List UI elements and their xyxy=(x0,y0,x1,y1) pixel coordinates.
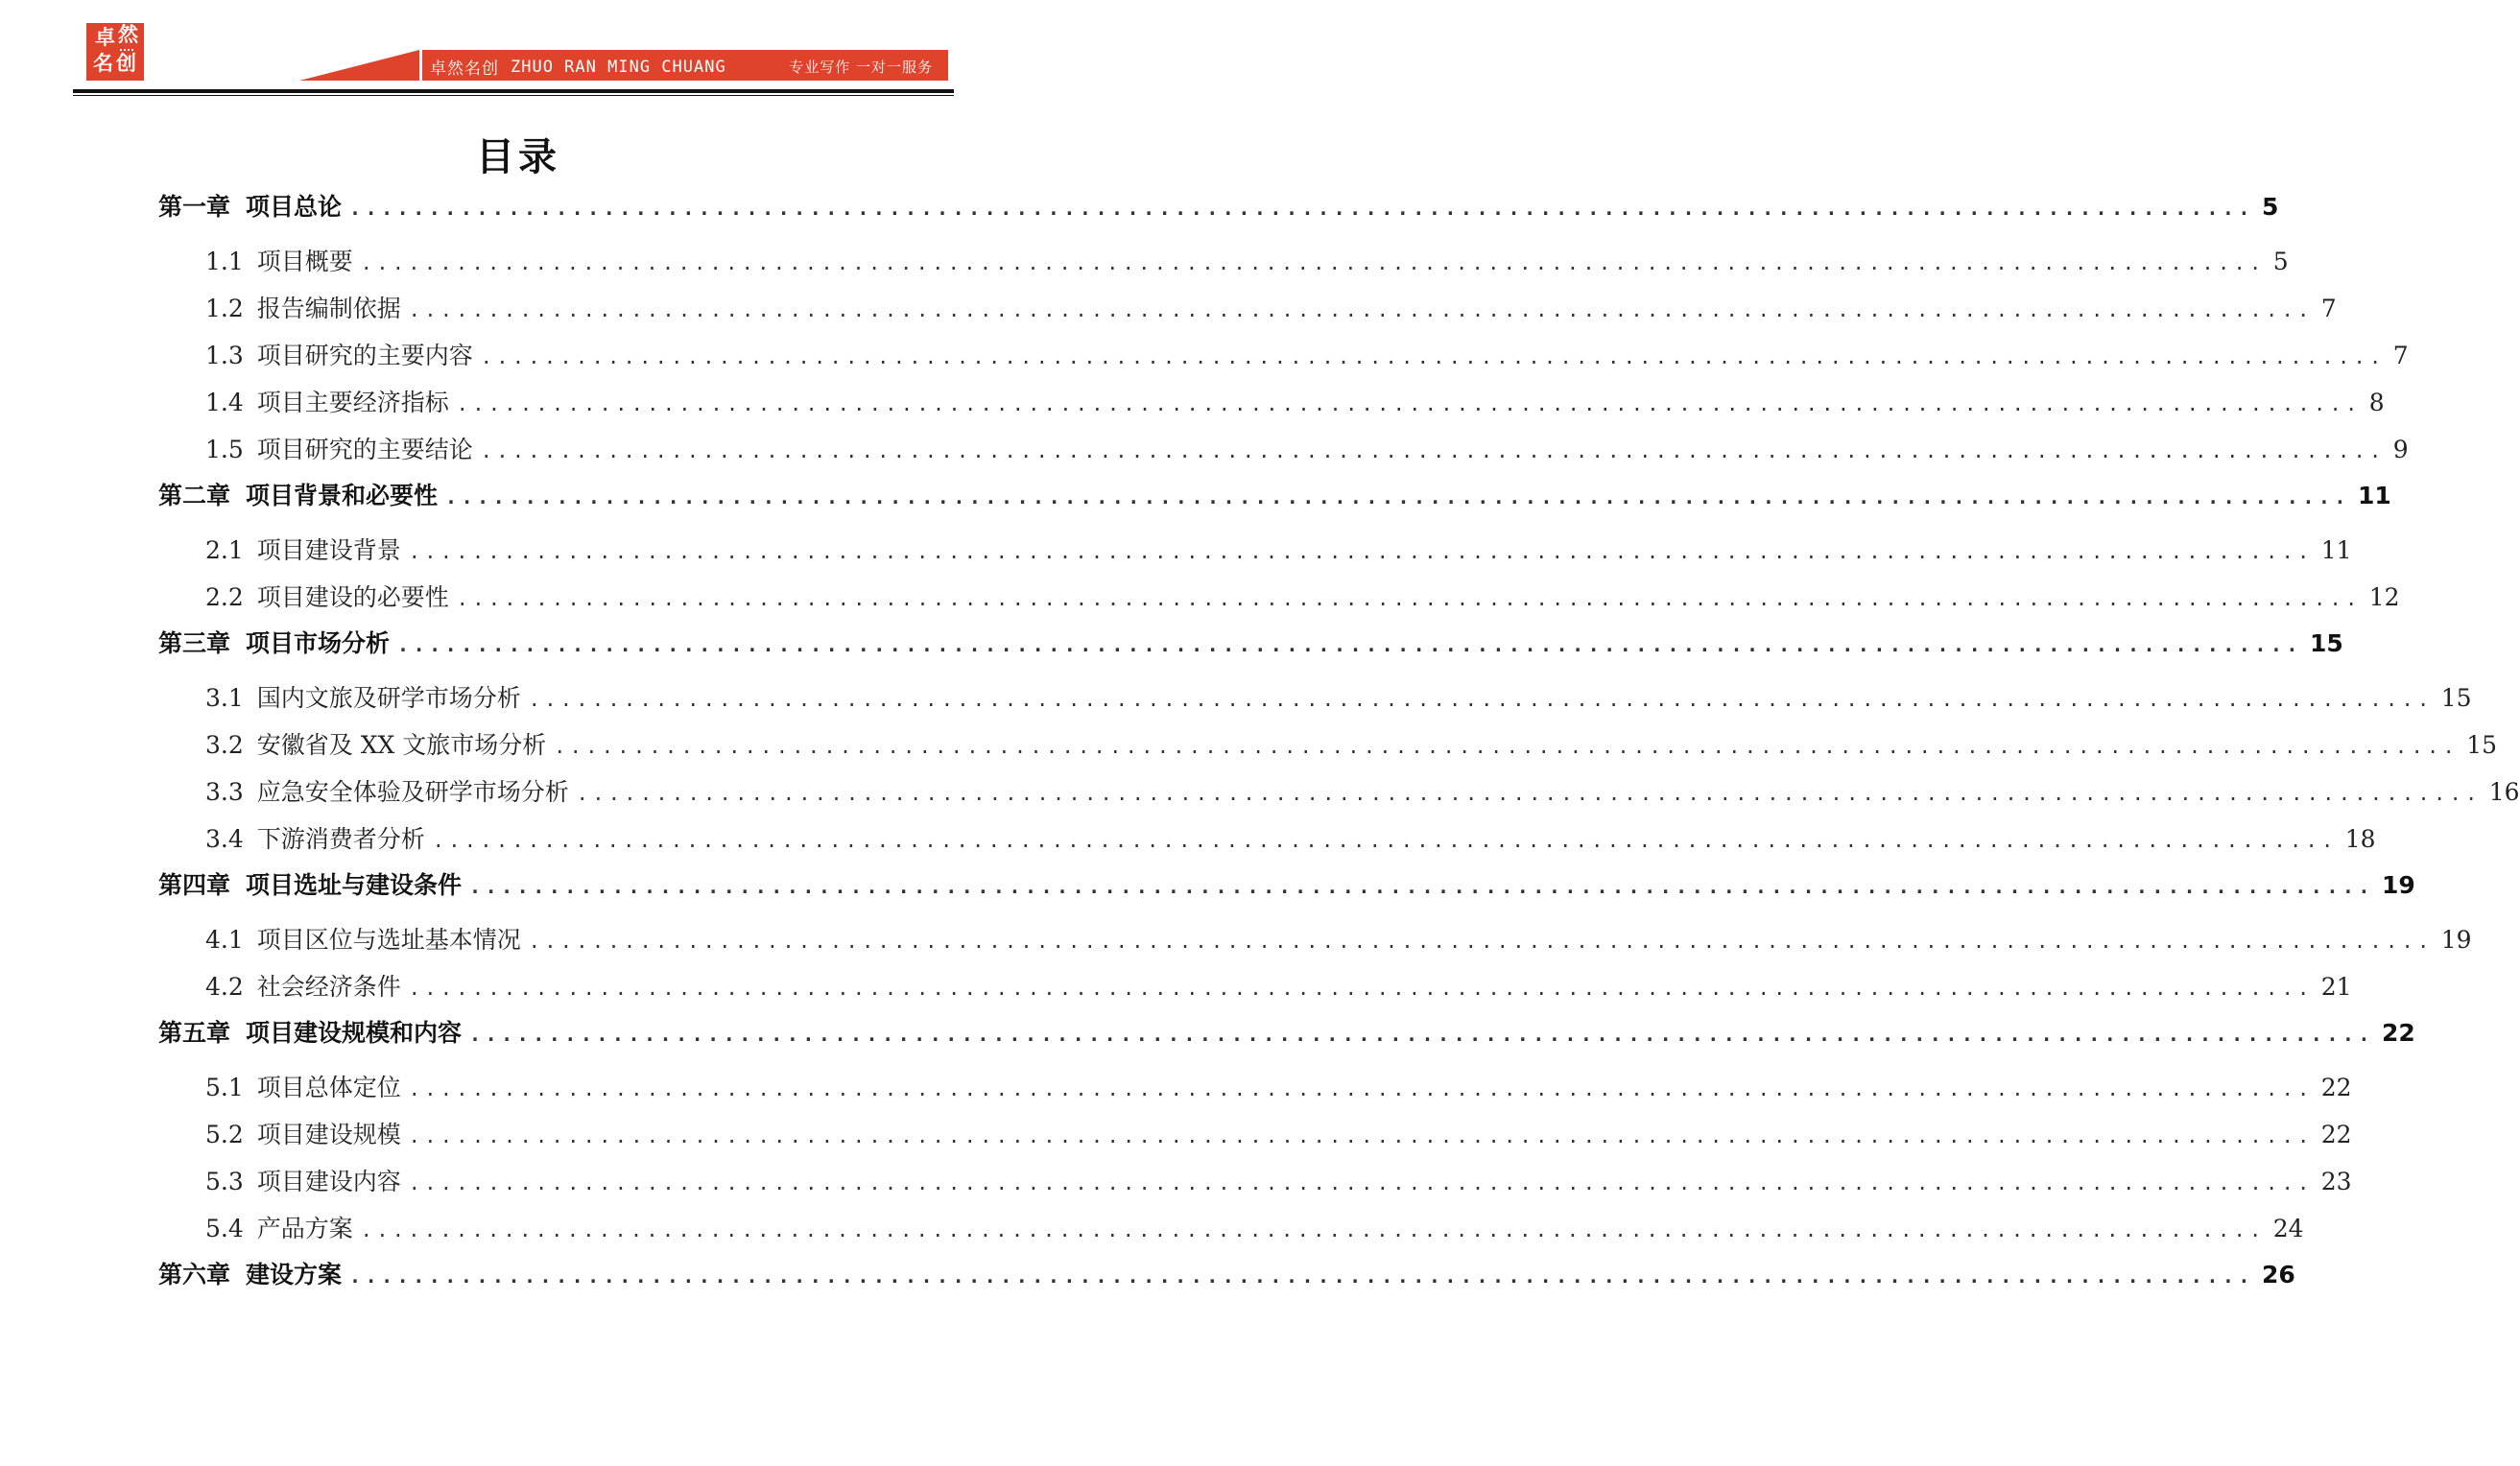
toc-entry-title: 项目选址与建设条件 xyxy=(246,871,463,899)
toc-entry-number: 第四章 xyxy=(158,871,231,899)
toc-dot-leader: ........................................................................................................................ xyxy=(408,1171,2314,1194)
toc-entry-title: 项目建设规模 xyxy=(256,1121,401,1148)
toc-chapter-entry[interactable] xyxy=(158,477,2391,515)
toc-page-number: 18 xyxy=(2344,825,2376,853)
logo-char-2: 然 xyxy=(118,23,138,46)
toc-dot-leader: ........................................................................................................................ xyxy=(456,392,2362,415)
toc-entry-number: 第二章 xyxy=(158,482,231,509)
toc-entry-title: 项目总体定位 xyxy=(256,1074,401,1101)
toc-entry-number: 1.3 xyxy=(205,342,244,369)
toc-page-number: 15 xyxy=(2440,684,2472,712)
toc-entry-number: 5.4 xyxy=(205,1215,244,1242)
toc-page-number: 15 xyxy=(2466,731,2497,759)
toc-entry-number: 2.1 xyxy=(205,536,244,564)
toc-page-number: 11 xyxy=(2320,536,2352,564)
brand-name-en: ZHUO RAN MING CHUANG xyxy=(511,57,726,77)
toc-entry-title: 项目背景和必要性 xyxy=(246,482,439,509)
logo-char-3: 名 xyxy=(93,52,113,75)
toc-dot-leader: ........................................................................................................................ xyxy=(528,930,2434,953)
toc-section-entry[interactable] xyxy=(205,532,2352,570)
toc-entry-number: 1.1 xyxy=(205,248,244,275)
toc-dot-leader: ........................................................................................................................ xyxy=(408,977,2314,1000)
toc-section-entry[interactable] xyxy=(205,384,2385,422)
toc-dot-leader: ........................................................................................................................ xyxy=(554,735,2460,758)
toc-dot-leader: ........................................................................................................................ xyxy=(397,633,2302,656)
toc-page-number: 5 xyxy=(2272,248,2289,275)
toc-entry-number: 4.2 xyxy=(205,973,244,1001)
toc-page-number: 22 xyxy=(2381,1019,2415,1047)
toc-entry-number: 1.2 xyxy=(205,295,244,322)
toc-dot-leader: ........................................................................................................................ xyxy=(349,197,2254,220)
toc-entry-number: 3.3 xyxy=(205,778,244,806)
toc-page-number: 11 xyxy=(2357,482,2391,509)
toc-entry-number: 第一章 xyxy=(158,193,231,221)
toc-chapter-entry[interactable] xyxy=(158,188,2279,226)
toc-page-number: 24 xyxy=(2272,1215,2304,1242)
toc-entry-title: 项目建设背景 xyxy=(256,536,401,564)
toc-page-number: 22 xyxy=(2320,1121,2352,1148)
toc-page-number: 19 xyxy=(2381,871,2415,899)
toc-section-entry[interactable] xyxy=(205,337,2409,375)
toc-entry-number: 第六章 xyxy=(158,1261,231,1289)
toc-entry-title: 报告编制依据 xyxy=(256,295,401,322)
toc-section-entry[interactable] xyxy=(205,820,2376,859)
toc-page-number: 15 xyxy=(2309,629,2343,657)
toc-dot-leader: ........................................................................................................................ xyxy=(480,345,2386,368)
toc-dot-leader: ........................................................................................................................ xyxy=(445,485,2350,508)
toc-entry-title: 项目研究的主要结论 xyxy=(256,436,473,463)
toc-dot-leader: ........................................................................................................................ xyxy=(408,1077,2314,1100)
toc-dot-leader: ........................................................................................................................ xyxy=(456,587,2362,610)
toc-entry-number: 3.4 xyxy=(205,825,244,853)
toc-entry-title: 项目主要经济指标 xyxy=(256,389,449,416)
toc-section-entry[interactable] xyxy=(205,921,2472,959)
toc-chapter-entry[interactable] xyxy=(158,866,2415,905)
toc-page-number: 21 xyxy=(2320,973,2352,1001)
toc-page-number: 8 xyxy=(2368,389,2385,416)
toc-section-entry[interactable] xyxy=(205,773,2520,812)
toc-section-entry[interactable] xyxy=(205,290,2337,328)
toc-entry-number: 4.1 xyxy=(205,926,244,954)
toc-entry-number: 1.4 xyxy=(205,389,244,416)
logo-char-4: 创 xyxy=(116,52,136,75)
toc-entry-title: 项目研究的主要内容 xyxy=(256,342,473,369)
toc-dot-leader: ........................................................................................................................ xyxy=(360,251,2266,274)
toc-section-entry[interactable] xyxy=(205,726,2497,765)
toc-page-number: 19 xyxy=(2440,926,2472,954)
toc-dot-leader: ........................................................................................................................ xyxy=(576,782,2482,805)
toc-page-number: 5 xyxy=(2261,193,2279,221)
toc-page-number: 26 xyxy=(2261,1261,2295,1289)
toc-entry-title: 应急安全体验及研学市场分析 xyxy=(256,778,569,806)
logo-char-1: 卓 xyxy=(95,26,115,49)
toc-dot-leader: ........................................................................................................................ xyxy=(480,439,2386,462)
toc-page-number: 16 xyxy=(2488,778,2520,806)
toc-entry-title: 项目建设内容 xyxy=(256,1168,401,1195)
toc-chapter-entry[interactable] xyxy=(158,625,2343,663)
toc-entry-title: 下游消费者分析 xyxy=(256,825,425,853)
toc-entry-title: 项目市场分析 xyxy=(246,629,391,657)
toc-dot-leader: ........................................................................................................................ xyxy=(432,829,2338,852)
toc-dot-leader: ........................................................................................................................ xyxy=(469,1023,2374,1046)
toc-chapter-entry[interactable] xyxy=(158,1256,2295,1294)
toc-entry-title: 国内文旅及研学市场分析 xyxy=(256,684,521,712)
toc-section-entry[interactable] xyxy=(205,1116,2352,1154)
toc-page-number: 7 xyxy=(2320,295,2337,322)
toc-chapter-entry[interactable] xyxy=(158,1014,2415,1052)
toc-entry-title: 社会经济条件 xyxy=(256,973,401,1001)
toc-dot-leader: ........................................................................................................................ xyxy=(349,1265,2254,1288)
toc-section-entry[interactable] xyxy=(205,968,2352,1006)
toc-page-number: 9 xyxy=(2392,436,2409,463)
toc-dot-leader: ........................................................................................................................ xyxy=(408,1124,2314,1147)
toc-entry-title: 项目区位与选址基本情况 xyxy=(256,926,521,954)
toc-entry-title: 项目概要 xyxy=(256,248,353,275)
toc-entry-number: 第五章 xyxy=(158,1019,231,1047)
toc-dot-leader: ........................................................................................................................ xyxy=(360,1218,2266,1241)
toc-entry-number: 5.2 xyxy=(205,1121,244,1148)
toc-section-entry[interactable] xyxy=(205,579,2400,617)
toc-section-entry[interactable] xyxy=(205,431,2409,469)
toc-section-entry[interactable] xyxy=(205,1210,2304,1248)
toc-page-number: 12 xyxy=(2368,583,2400,611)
toc-dot-leader: ........................................................................................................................ xyxy=(528,688,2434,711)
toc-entry-number: 2.2 xyxy=(205,583,244,611)
toc-entry-title: 项目建设的必要性 xyxy=(256,583,449,611)
toc-entry-number: 第三章 xyxy=(158,629,231,657)
toc-section-entry[interactable] xyxy=(205,1069,2352,1107)
toc-entry-number: 5.1 xyxy=(205,1074,244,1101)
brand-slogan: 专业写作 一对一服务 xyxy=(789,59,933,76)
toc-page-number: 22 xyxy=(2320,1074,2352,1101)
toc-dot-leader: ........................................................................................................................ xyxy=(469,875,2374,898)
brand-name-cn: 卓然名创 xyxy=(430,59,499,79)
page-title: 目录 xyxy=(476,135,560,179)
toc-section-entry[interactable] xyxy=(205,243,2289,281)
toc-page-number: 23 xyxy=(2320,1168,2352,1195)
toc-entry-number: 5.3 xyxy=(205,1168,244,1195)
toc-page-number: 7 xyxy=(2392,342,2409,369)
toc-entry-number: 3.2 xyxy=(205,731,244,759)
toc-dot-leader: ........................................................................................................................ xyxy=(408,540,2314,563)
toc-dot-leader: ........................................................................................................................ xyxy=(408,298,2314,321)
toc-entry-number: 1.5 xyxy=(205,436,244,463)
toc-section-entry[interactable] xyxy=(205,1163,2352,1201)
toc-entry-title: 项目总论 xyxy=(246,193,343,221)
toc-entry-title: 安徽省及 XX 文旅市场分析 xyxy=(256,731,547,759)
toc-entry-title: 建设方案 xyxy=(246,1261,343,1289)
toc-section-entry[interactable] xyxy=(205,679,2472,718)
toc-entry-title: 项目建设规模和内容 xyxy=(246,1019,463,1047)
toc-entry-number: 3.1 xyxy=(205,684,244,712)
toc-entry-title: 产品方案 xyxy=(256,1215,353,1242)
